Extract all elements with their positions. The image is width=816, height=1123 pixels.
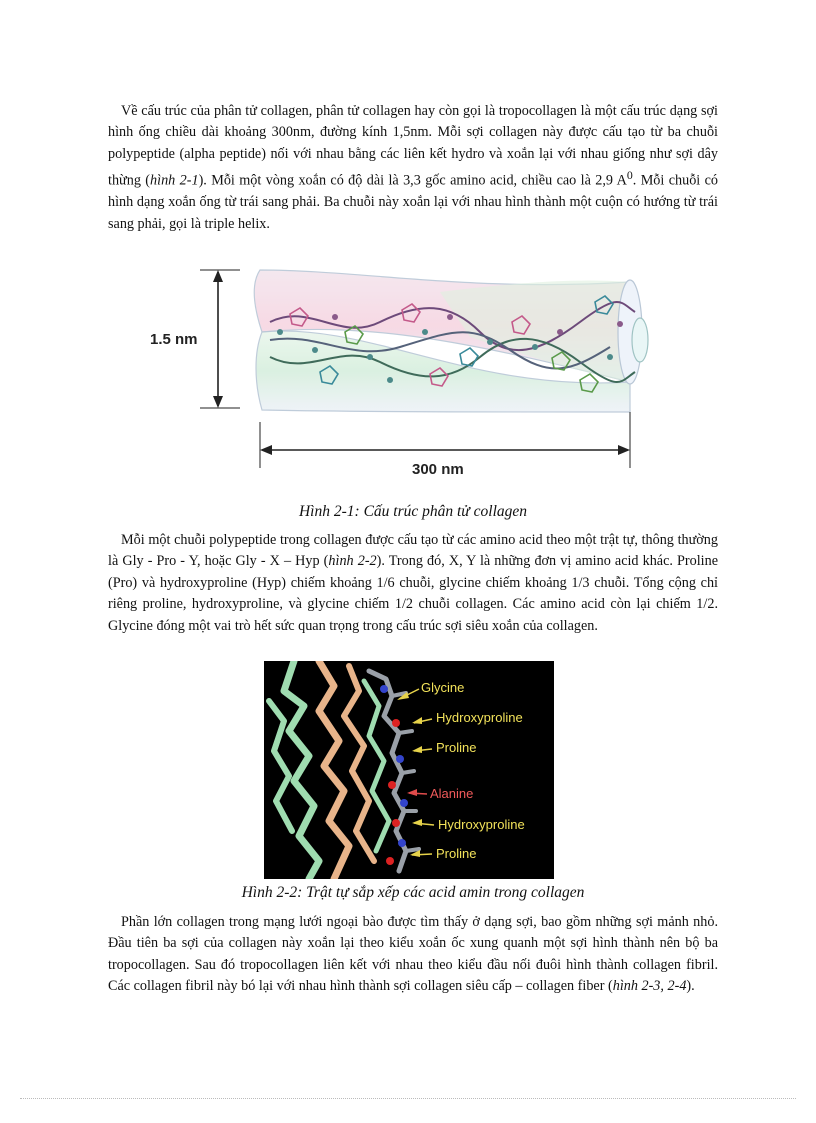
footer-divider: [20, 1098, 796, 1099]
paragraph-collagen-fibers: [108, 912, 718, 998]
caption-text: : Trật tự sắp xếp các acid amin trong collagen: [297, 884, 585, 901]
figure-1-caption: [108, 503, 718, 521]
caption-prefix: Hình 2-1: [298, 503, 355, 520]
superscript: 0: [626, 168, 633, 183]
label-alanine: Alanine: [430, 786, 474, 801]
figure-reference: hình 2-3, 2-4: [612, 978, 687, 995]
label-proline-2: Proline: [436, 846, 477, 861]
caption-text: : Cấu trúc phân tử collagen: [354, 503, 528, 520]
paragraph-text: ). Trong đó, X, Y là những đơn vị amino acid khác. Proline (Pro) và hydroxyproline (Hyp) chiếm khoảng 1/6 chuỗi, glycine chiếm khoảng 1/3 chuỗi. Tổng cộng chỉ riêng proline, hydroxyproline, và glycine chiếm 1/2 chuỗi collagen. Các amino acid còn lại chiếm 1/2. Glycine đóng một vai trò hết sức quan trọng trong cấu trúc sợi siêu xoắn của collagen.: [108, 553, 719, 634]
paragraph-text: ). Mỗi một vòng xoắn có độ dài là 3,3 gốc amino acid, chiều cao là 2,9 A: [198, 172, 627, 189]
height-label: 1.5 nm: [150, 331, 198, 348]
paragraph-amino-acid-order: [108, 530, 718, 637]
label-hydroxyproline-2: Hydroxyproline: [438, 817, 525, 832]
paragraph-collagen-structure: [108, 101, 718, 235]
paragraph-text: ).: [686, 978, 695, 995]
collagen-triple-helix-figure: [140, 262, 650, 484]
figure-reference: hình 2-2: [328, 553, 377, 570]
paragraph-text: Phần lớn collagen trong mạng lưới ngoại bào được tìm thấy ở dạng sợi, bao gồm những sợi mảnh nhỏ. Đầu tiên ba sợi của collagen này xoắn lại theo kiểu xoắn ốc xung quanh một sợi hình thành nên bộ ba tropocollagen. Sau đó tropocollagen liên kết với nhau theo kiểu đầu nối đuôi hình thành collagen fibril. Các collagen fibril này bó lại với nhau hình thành sợi collagen siêu cấp – collagen fiber (: [108, 914, 718, 995]
amino-acid-sequence-figure: [264, 661, 554, 879]
label-glycine: Glycine: [421, 680, 465, 695]
length-label: 300 nm: [412, 461, 464, 478]
paragraph-text: Về cấu trúc của phân tử collagen, phân tử collagen hay còn gọi là tropocollagen là một cấu trúc dạng sợi hình ống chiều dài khoảng 300nm, đường kính 1,5nm. Mỗi sợi collagen này được cấu tạo từ ba chuỗi polypeptide (alpha peptide) nối với nhau bằng các liên kết hydro và xoắn lại với nhau giống như sợi dây thừng (: [108, 103, 718, 189]
label-hydroxyproline: Hydroxyproline: [436, 710, 523, 725]
figure-reference: hình 2-1: [150, 172, 199, 189]
paragraph-text: . Mỗi chuỗi có hình dạng xoắn ống từ trái sang phải. Ba chuỗi này xoắn lại với nhau hình thành một cuộn có hướng từ trái sang phải, gọi là triple helix.: [108, 172, 719, 232]
paragraph-text: Mỗi một chuỗi polypeptide trong collagen được cấu tạo từ các amino acid theo một trật tự, thông thường là Gly - Pro - Y, hoặc Gly - X – Hyp (: [108, 532, 718, 570]
label-proline: Proline: [436, 740, 477, 755]
figure-2-caption: [108, 884, 718, 902]
caption-prefix: Hình 2-2: [241, 884, 298, 901]
